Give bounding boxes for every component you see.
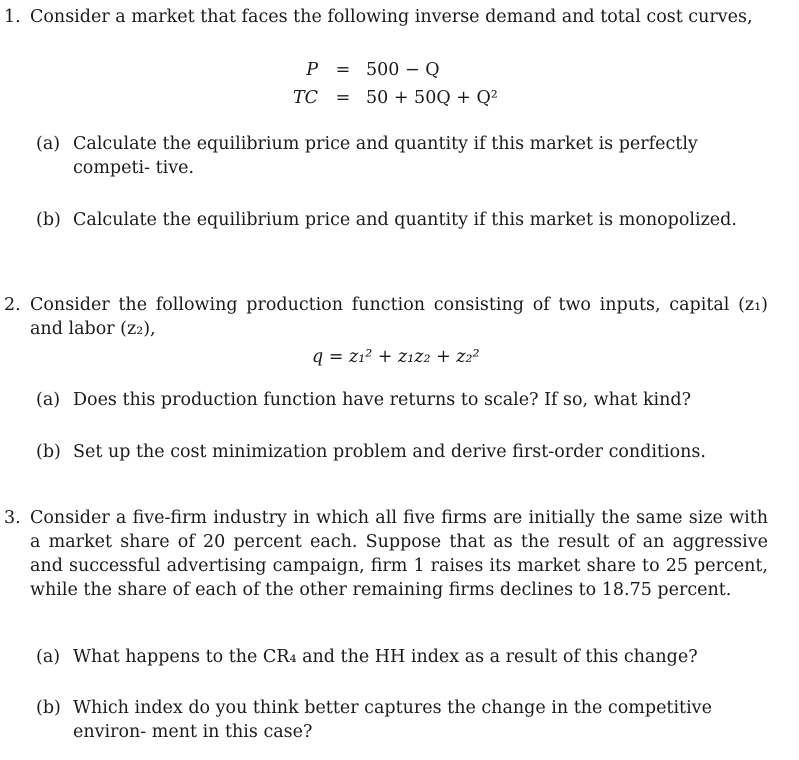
question-number: 1.: [4, 7, 21, 27]
equation-rhs: 50 + 50Q + Q²: [366, 88, 498, 108]
subquestion-label: (a): [36, 647, 61, 667]
equation-lhs: TC: [292, 88, 318, 108]
subquestion-text: Calculate the equilibrium price and quantity if this market is monopolized.: [73, 210, 737, 230]
subquestion-text: Which index do you think better captures the change in the competitive environ- ment in this case?: [73, 698, 712, 742]
equation-demand: [258, 58, 558, 82]
question-number: 3.: [4, 508, 21, 528]
question-text: Consider a five-firm industry in which all five firms are initially the same size with a market share of 20 percent each. Suppose that as the result of an aggressive and successful advertising campaign, firm 1 raises its market share to 25 percent, while the share of each of the other remaining firms declines to 18.75 percent.: [30, 508, 768, 600]
question-text: Consider the following production function consisting of two inputs, capital (z₁) and labor (z₂),: [30, 295, 768, 339]
subquestion-text: What happens to the CR₄ and the HH index as a result of this change?: [73, 647, 698, 667]
subquestion-label: (b): [36, 442, 61, 462]
question-number: 2.: [4, 295, 21, 315]
subquestion-label: (a): [36, 390, 61, 410]
equation-lhs: P: [306, 60, 318, 80]
subquestion-label: (a): [36, 134, 61, 154]
subquestion-text: Does this production function have returns to scale? If so, what kind?: [73, 390, 691, 410]
subquestion-text: Set up the cost minimization problem and derive first-order conditions.: [73, 442, 706, 462]
subquestion-label: (b): [36, 210, 61, 230]
equation-equals: =: [335, 60, 351, 80]
equation-production: q = z₁² + z₁z₂ + z₂²: [312, 347, 480, 367]
subquestion-label: (b): [36, 698, 61, 718]
equation-equals: =: [335, 88, 351, 108]
equation-rhs: 500 − Q: [366, 60, 440, 80]
equation-total-cost: [258, 86, 558, 110]
question-text: Consider a market that faces the following inverse demand and total cost curves,: [30, 7, 753, 27]
subquestion-text: Calculate the equilibrium price and quantity if this market is perfectly competi- tive.: [73, 134, 698, 178]
